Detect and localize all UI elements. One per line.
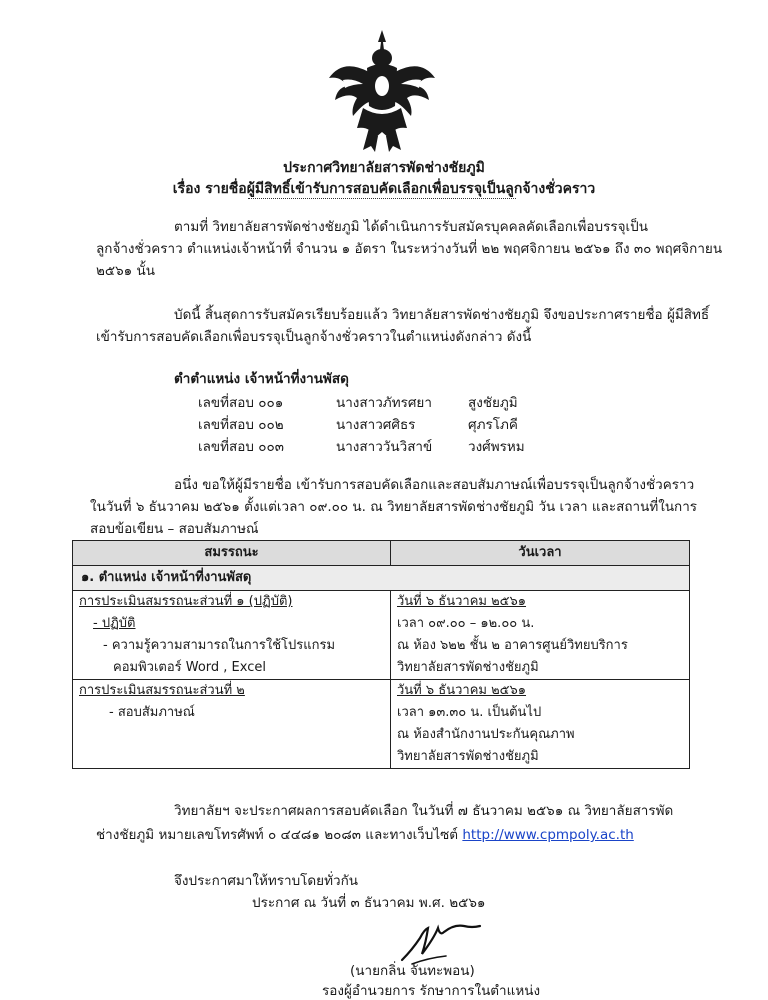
part1-competency-cell (73, 591, 391, 680)
part2-time: เวลา ๑๓.๓๐ น. เป็นต้นไป (397, 705, 542, 720)
col-header-datetime: วันเวลา (391, 541, 690, 566)
website-link[interactable]: http://www.cpmpoly.ac.th (462, 827, 634, 843)
part2-place: ณ ห้องสำนักงานประกันคุณภาพ (397, 727, 575, 742)
section-title: ๑. ตำแหน่ง เจ้าหน้าที่งานพัสดุ (73, 566, 690, 591)
col-header-competency: สมรรถนะ (73, 541, 391, 566)
part2-title: การประเมินสมรรถนะส่วนที่ ๒ (79, 683, 245, 698)
schedule-table (72, 540, 690, 769)
part2-datetime-cell (391, 680, 690, 769)
candidate-name: นางสาวภัทรศยา (336, 395, 432, 411)
candidate-surname: วงศ์พรหม (468, 439, 525, 455)
para1-line1: ตามที่ วิทยาลัยสารพัดช่างชัยภูมิ ได้ดำเนินการรับสมัครบุคคลคัดเลือกเพื่อบรรจุเป็น (174, 219, 648, 235)
candidate-exam-no: เลขที่สอบ ๐๐๒ (198, 417, 284, 433)
part1-title: การประเมินสมรรถนะส่วนที่ ๑ (ปฏิบัติ) (79, 594, 293, 609)
part2-place: วิทยาลัยสารพัดช่างชัยภูมิ (397, 749, 539, 764)
para4-line2-wrap (96, 826, 634, 844)
table-section-row (73, 566, 690, 591)
para1-line2: ลูกจ้างชั่วคราว ตำแหน่งเจ้าหน้าที่ จำนวน ๑ อัตรา ในระหว่างวันที่ ๒๒ พฤศจิกายน ๒๕๖๑ ถึง ๓๐ พฤศจิกายน (96, 241, 723, 257)
announce-date: ประกาศ ณ วันที่ ๓ ธันวาคม พ.ศ. ๒๕๖๑ (252, 895, 486, 911)
announcement-subject: เรื่อง รายชื่อผู้มีสิทธิ์เข้ารับการสอบคัดเลือกเพื่อบรรจุเป็นลูกจ้างชั่วคราว (172, 181, 596, 197)
table-row (73, 680, 690, 769)
position-heading: ตำตำแหน่ง เจ้าหน้าที่งานพัสดุ (174, 371, 349, 387)
para3-line3: สอบข้อเขียน – สอบสัมภาษณ์ (90, 521, 259, 537)
candidate-name: นางสาวศศิธร (336, 417, 416, 433)
candidate-name: นางสาววันวิสาข์ (336, 439, 433, 455)
part1-detail: คอมพิวเตอร์ Word , Excel (113, 660, 266, 675)
signer-title: รองผู้อำนวยการ รักษาการในตำแหน่ง (322, 983, 541, 999)
signature-icon (398, 920, 488, 966)
table-row (73, 591, 690, 680)
candidate-surname: ศุภรโภคี (468, 417, 518, 433)
candidate-surname: สูงชัยภูมิ (468, 395, 518, 411)
candidate-exam-no: เลขที่สอบ ๐๐๑ (198, 395, 284, 411)
table-header-row (73, 541, 690, 566)
garuda-emblem-icon (323, 28, 441, 156)
para3-line2: ในวันที่ ๖ ธันวาคม ๒๕๖๑ ตั้งแต่เวลา ๐๙.๐๐ น. ณ วิทยาลัยสารพัดช่างชัยภูมิ วัน เวลา และสถานที่ในการ (90, 499, 698, 515)
part1-place: ณ ห้อง ๖๒๒ ชั้น ๒ อาคารศูนย์วิทยบริการ (397, 638, 628, 653)
part1-date: วันที่ ๖ ธันวาคม ๒๕๖๑ (397, 594, 527, 609)
closing-text: จึงประกาศมาให้ทราบโดยทั่วกัน (174, 873, 358, 889)
part1-detail: - ความรู้ความสามารถในการใช้โปรแกรม (103, 638, 336, 653)
para2-line2: เข้ารับการสอบคัดเลือกเพื่อบรรจุเป็นลูกจ้างชั่วคราวในตำแหน่งดังกล่าว ดังนี้ (96, 329, 532, 345)
title-divider (248, 198, 516, 199)
part1-datetime-cell (391, 591, 690, 680)
para2-line1: บัดนี้ สิ้นสุดการรับสมัครเรียบร้อยแล้ว วิทยาลัยสารพัดช่างชัยภูมิ จึงขอประกาศรายชื่อ ผู้มีสิทธิ์ (174, 307, 710, 323)
para4-line2: ช่างชัยภูมิ หมายเลขโทรศัพท์ ๐ ๔๔๘๑ ๒๐๘๓ และทางเว็บไซต์ (96, 827, 459, 843)
para1-line3: ๒๕๖๑ นั้น (96, 263, 156, 279)
para4-line1: วิทยาลัยฯ จะประกาศผลการสอบคัดเลือก ในวันที่ ๗ ธันวาคม ๒๕๖๑ ณ วิทยาลัยสารพัด (174, 803, 674, 819)
part2-sub: - สอบสัมภาษณ์ (109, 705, 195, 720)
part1-place: วิทยาลัยสารพัดช่างชัยภูมิ (397, 660, 539, 675)
candidate-exam-no: เลขที่สอบ ๐๐๓ (198, 439, 284, 455)
signer-name: (นายกลิ่น จันทะพอน) (350, 963, 475, 979)
part1-sub: - ปฏิบัติ (93, 616, 136, 631)
part1-time: เวลา ๐๙.๐๐ – ๑๒.๐๐ น. (397, 616, 535, 631)
part2-date: วันที่ ๖ ธันวาคม ๒๕๖๑ (397, 683, 527, 698)
announcement-title: ประกาศวิทยาลัยสารพัดช่างชัยภูมิ (283, 160, 485, 176)
part2-competency-cell (73, 680, 391, 769)
para3-line1: อนึ่ง ขอให้ผู้มีรายชื่อ เข้ารับการสอบคัดเลือกและสอบสัมภาษณ์เพื่อบรรจุเป็นลูกจ้างชั่วคราว (174, 477, 695, 493)
